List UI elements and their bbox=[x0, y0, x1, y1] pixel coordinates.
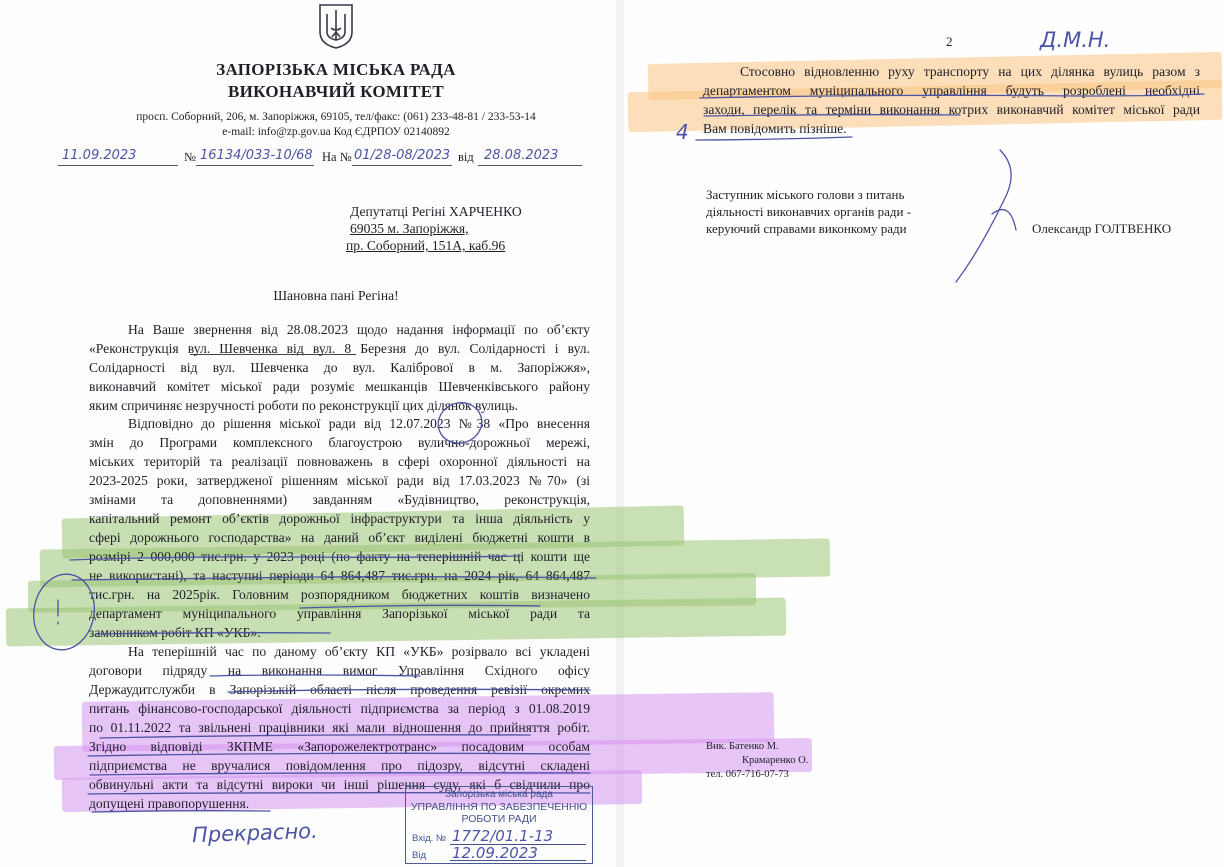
reply-no-handwritten: 01/28-08/2023 bbox=[354, 148, 451, 163]
p2-line-11: департамент муніципального управління Запорізької міської ради та bbox=[89, 606, 590, 621]
p1-line-3: Солідарності від вул. Шевченка до вул. Калібрової в м. Запоріжжя», bbox=[89, 360, 590, 375]
p1-line-4: виконавчий комітет міської ради розуміє мешканців Шевченківського району bbox=[89, 379, 590, 394]
p2-line-4: 2023-2025 роки, затвердженої рішенням міської ради від 17.03.2023 №70» (зі bbox=[89, 473, 590, 488]
reply-no-label: На № bbox=[322, 150, 352, 164]
reg-date-handwritten: 11.09.2023 bbox=[62, 148, 137, 163]
page2-line-4: Вам повідомить пізніше. bbox=[703, 121, 847, 136]
signer-title-line-1: Заступник міського голови з питань bbox=[706, 187, 905, 202]
p2-line-6: капітальний ремонт об’єктів дорожньої інфраструктури та інша діяльність у bbox=[89, 511, 590, 526]
stamp-line-1: Запорізька міська рада bbox=[445, 789, 553, 800]
p2-line-1: Відповідно до рішення міської ради від 12.07.2023 №38 «Про внесення bbox=[128, 416, 590, 431]
page2-line-3: заходи, перелік та терміни виконання котрих виконавчий комітет міської ради bbox=[703, 102, 1200, 117]
pen-marks-page-2 bbox=[620, 0, 1224, 300]
stamp-in-label: Вхід. № bbox=[412, 833, 447, 844]
reg-no-label: № bbox=[184, 150, 196, 164]
p3-line-9: допущені правопорушення. bbox=[89, 796, 250, 811]
p2-line-5: змінами та доповненнями) завданням «Будівництво, реконструкція, bbox=[89, 492, 590, 507]
stamp-date: 12.09.2023 bbox=[452, 844, 538, 862]
p2-line-8: розмірі 2 000,000 тис.грн. у 2023 році (по факту на теперішній час ці кошти ще bbox=[89, 549, 590, 564]
signer-title-line-3: керуючий справами виконкому ради bbox=[706, 221, 907, 236]
p2-line-2: змін до Програми комплексного благоустрою вулично-дорожньої мережі, bbox=[89, 435, 590, 450]
page-number: 2 bbox=[946, 34, 953, 49]
registration-stamp bbox=[405, 786, 593, 864]
p2-line-9: не використані), та наступні періоди 64 864,487 тис.грн. на 2024 рік, 64 864,487 bbox=[89, 568, 590, 583]
p1-line-1: На Ваше звернення від 28.08.2023 щодо надання інформації по об’єкту bbox=[128, 322, 590, 337]
p2-line-3: міських територій та реалізації повноважень в сфері охоронної діяльності на bbox=[89, 454, 590, 469]
signer-name: Олександр ГОЛТВЕНКО bbox=[1032, 221, 1172, 236]
p3-line-7: підприємства не вручалися повідомлення про підозру, відсутні складені bbox=[89, 758, 590, 773]
salutation: Шановна пані Регіна! bbox=[273, 288, 399, 303]
p3-line-1: На теперішній час по даному об’єкту КП «УКБ» розірвало всі укладені bbox=[128, 644, 590, 659]
p3-line-8: обвинульні акти та відсутні вироки чи інші рішення суду, які б свідчили про bbox=[89, 777, 590, 792]
page2-top-note: Д.М.Н. bbox=[1040, 28, 1111, 52]
p3-line-4: питань фінансово-господарської діяльності підприємства за період з 01.08.2019 bbox=[89, 701, 590, 716]
letterhead-email: e-mail: info@zp.gov.ua Код ЄДРПОУ 02140892 bbox=[222, 126, 450, 138]
stamp-line-2: УПРАВЛІННЯ ПО ЗАБЕЗПЕЧЕННЮ bbox=[410, 801, 588, 813]
p1-line-5: яким спричиняє незручності роботи по реконструкції цих ділянок вулиць. bbox=[89, 398, 519, 413]
p2-line-10: тис.грн. на 2025рік. Головним розпорядником бюджетних коштів визначено bbox=[89, 587, 590, 602]
org-line-1: ЗАПОРІЗЬКА МІСЬКА РАДА bbox=[216, 60, 456, 79]
stamp-date-label: Від bbox=[412, 850, 426, 861]
reply-date-handwritten: 28.08.2023 bbox=[484, 148, 559, 163]
page2-line-2: департаментом муніципального управління будуть розроблені необхідні bbox=[703, 83, 1200, 98]
p2-line-7: сфері дорожнього господарства» на даний об’єкт виділені бюджетні кошти в bbox=[89, 530, 590, 545]
p3-line-5: по 01.11.2022 та звільнені працівники які мали відношення до прийняття робіт. bbox=[89, 720, 590, 735]
stamp-date-line bbox=[450, 860, 586, 861]
executor-phone: тел. 067-716-07-73 bbox=[706, 769, 789, 780]
addressee-city: 69035 м. Запоріжжя, bbox=[350, 221, 469, 236]
handwritten-bottom-note: Прекрасно. bbox=[191, 818, 319, 848]
letterhead-address: просп. Соборний, 206, м. Запоріжжя, 69105, тел/факс: (061) 233-48-81 / 233-53-14 bbox=[136, 111, 536, 123]
addressee-name: Депутатці Регіні ХАРЧЕНКО bbox=[350, 204, 522, 219]
signer-title-line-2: діяльності виконавчих органів ради - bbox=[706, 204, 912, 219]
p3-line-2: договори підряду на виконання вимог Управління Східного офісу bbox=[89, 663, 590, 678]
p3-line-6: Згідно відповіді ЗКПМЕ «Запорожелектротранс» посадовим особам bbox=[89, 739, 590, 754]
stamp-in-no: 1772/01.1-13 bbox=[452, 827, 554, 845]
executor-line-2: Крамаренко О. bbox=[742, 755, 809, 766]
stamp-line-3: РОБОТИ РАДИ bbox=[461, 813, 537, 825]
reg-no-handwritten: 16134/033-10/68 bbox=[200, 148, 313, 163]
executor-line-1: Вик. Батенко М. bbox=[706, 741, 779, 752]
p2-line-12: замовником робіт КП «УКБ». bbox=[89, 625, 261, 640]
page2-margin-mark: 4 bbox=[676, 120, 689, 144]
p3-line-3: Держаудитслужби в Запорізькій області після проведення ревізії окремих bbox=[89, 682, 590, 697]
page2-line-1: Стосовно відновленню руху транспорту на цих ділянка вулиць разом з bbox=[740, 64, 1200, 79]
addressee-street: пр. Соборний, 151А, каб.96 bbox=[346, 238, 506, 253]
p1-line-2: «Реконструкція вул. Шевченка від вул. 8 Березня до вул. Солідарності і вул. bbox=[89, 341, 590, 356]
org-line-2: ВИКОНАВЧИЙ КОМІТЕТ bbox=[227, 82, 445, 101]
reply-date-label: від bbox=[458, 150, 474, 164]
